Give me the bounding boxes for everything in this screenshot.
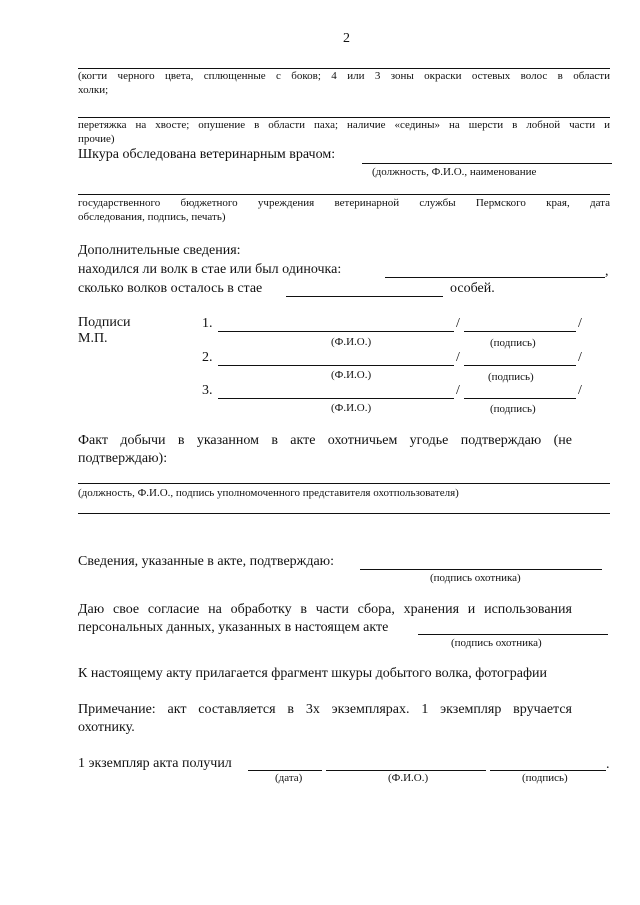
attachment-text: К настоящему акту прилагается фрагмент шкуры добытого волка, фотографии xyxy=(78,666,548,681)
confirm-label: Сведения, указанные в акте, подтверждаю: xyxy=(78,554,335,569)
vet-label: Шкура обследована ветеринарным врачом: xyxy=(78,147,336,162)
fact-caption: (должность, Ф.И.О., подпись уполномоченного представителя охотпользователя) xyxy=(78,487,459,499)
consent-line-2: персональных данных, указанных в настоящем акте xyxy=(78,620,389,635)
received-sign-caption: (подпись) xyxy=(522,772,568,784)
received-sign-field[interactable] xyxy=(490,770,606,771)
signature-num-3: 3. xyxy=(202,383,213,398)
fact-text-2: подтверждаю): xyxy=(78,451,168,466)
pack-question: находился ли волк в стае или был одиночка: xyxy=(78,262,342,277)
consent-field[interactable] xyxy=(418,634,608,635)
pack-field[interactable] xyxy=(385,277,605,278)
vet-field[interactable] xyxy=(362,163,612,164)
signature-fio-field-1[interactable] xyxy=(218,331,454,332)
signature-sign-field-3[interactable] xyxy=(464,398,576,399)
received-label: 1 экземпляр акта получил xyxy=(78,756,232,771)
received-fio-caption: (Ф.И.О.) xyxy=(388,772,429,784)
received-date-field[interactable] xyxy=(248,770,322,771)
consent-caption: (подпись охотника) xyxy=(451,637,542,649)
received-fio-field[interactable] xyxy=(326,770,486,771)
remaining-field[interactable] xyxy=(286,296,443,297)
signature-num-1: 1. xyxy=(202,316,213,331)
signature-slash-3: / xyxy=(456,383,460,398)
received-end: . xyxy=(606,757,610,772)
vet-field-2[interactable] xyxy=(78,194,610,195)
signature-fio-caption-2: (Ф.И.О.) xyxy=(331,369,372,381)
received-date-caption: (дата) xyxy=(275,772,303,784)
vet-caption-3: обследования, подпись, печать) xyxy=(78,211,226,223)
features-caption-1: (когти черного цвета, сплющенные с боков; 4 или 3 зоны окраски остевых волос в области xyxy=(78,70,610,82)
stamp-label: М.П. xyxy=(78,331,108,346)
signature-slash-2b: / xyxy=(578,350,582,365)
signature-fio-caption-3: (Ф.И.О.) xyxy=(331,402,372,414)
note-line-1: Примечание: акт составляется в 3х экземплярах. 1 экземпляр вручается xyxy=(78,702,572,717)
pack-comma: , xyxy=(605,264,609,279)
signature-fio-field-2[interactable] xyxy=(218,365,454,366)
vet-caption-1: (должность, Ф.И.О., наименование xyxy=(372,166,537,178)
signature-sign-field-2[interactable] xyxy=(464,365,576,366)
page-number: 2 xyxy=(343,31,350,46)
signature-slash-3b: / xyxy=(578,383,582,398)
signature-sign-field-1[interactable] xyxy=(464,331,576,332)
remaining-units: особей. xyxy=(450,281,495,296)
signatures-label: Подписи xyxy=(78,315,131,330)
signature-sign-caption-1: (подпись) xyxy=(490,337,536,349)
features-caption-2b: прочие) xyxy=(78,133,115,145)
signature-fio-caption-1: (Ф.И.О.) xyxy=(331,336,372,348)
signature-fio-field-3[interactable] xyxy=(218,398,454,399)
signature-slash-1: / xyxy=(456,316,460,331)
signature-num-2: 2. xyxy=(202,350,213,365)
note-line-2: охотнику. xyxy=(78,720,135,735)
fact-field-2[interactable] xyxy=(78,513,610,514)
confirm-field[interactable] xyxy=(360,569,602,570)
features-line-1[interactable] xyxy=(78,68,610,69)
signature-slash-2: / xyxy=(456,350,460,365)
features-caption-2: перетяжка на хвосте; опушение в области паха; наличие «седины» на шерсти в лобной части и xyxy=(78,119,610,131)
signature-sign-caption-3: (подпись) xyxy=(490,403,536,415)
confirm-caption: (подпись охотника) xyxy=(430,572,521,584)
signature-slash-1b: / xyxy=(578,316,582,331)
consent-line-1: Даю свое согласие на обработку в части сбора, хранения и использования xyxy=(78,602,572,617)
fact-text-1: Факт добычи в указанном в акте охотничьем угодье подтверждаю (не xyxy=(78,433,572,448)
vet-caption-2: государственного бюджетного учреждения ветеринарной службы Пермского края, дата xyxy=(78,197,610,209)
fact-field[interactable] xyxy=(78,483,610,484)
features-line-2[interactable] xyxy=(78,117,610,118)
remaining-label: сколько волков осталось в стае xyxy=(78,281,263,296)
signature-sign-caption-2: (подпись) xyxy=(488,371,534,383)
extra-heading: Дополнительные сведения: xyxy=(78,243,241,258)
features-caption-1b: холки; xyxy=(78,84,109,96)
